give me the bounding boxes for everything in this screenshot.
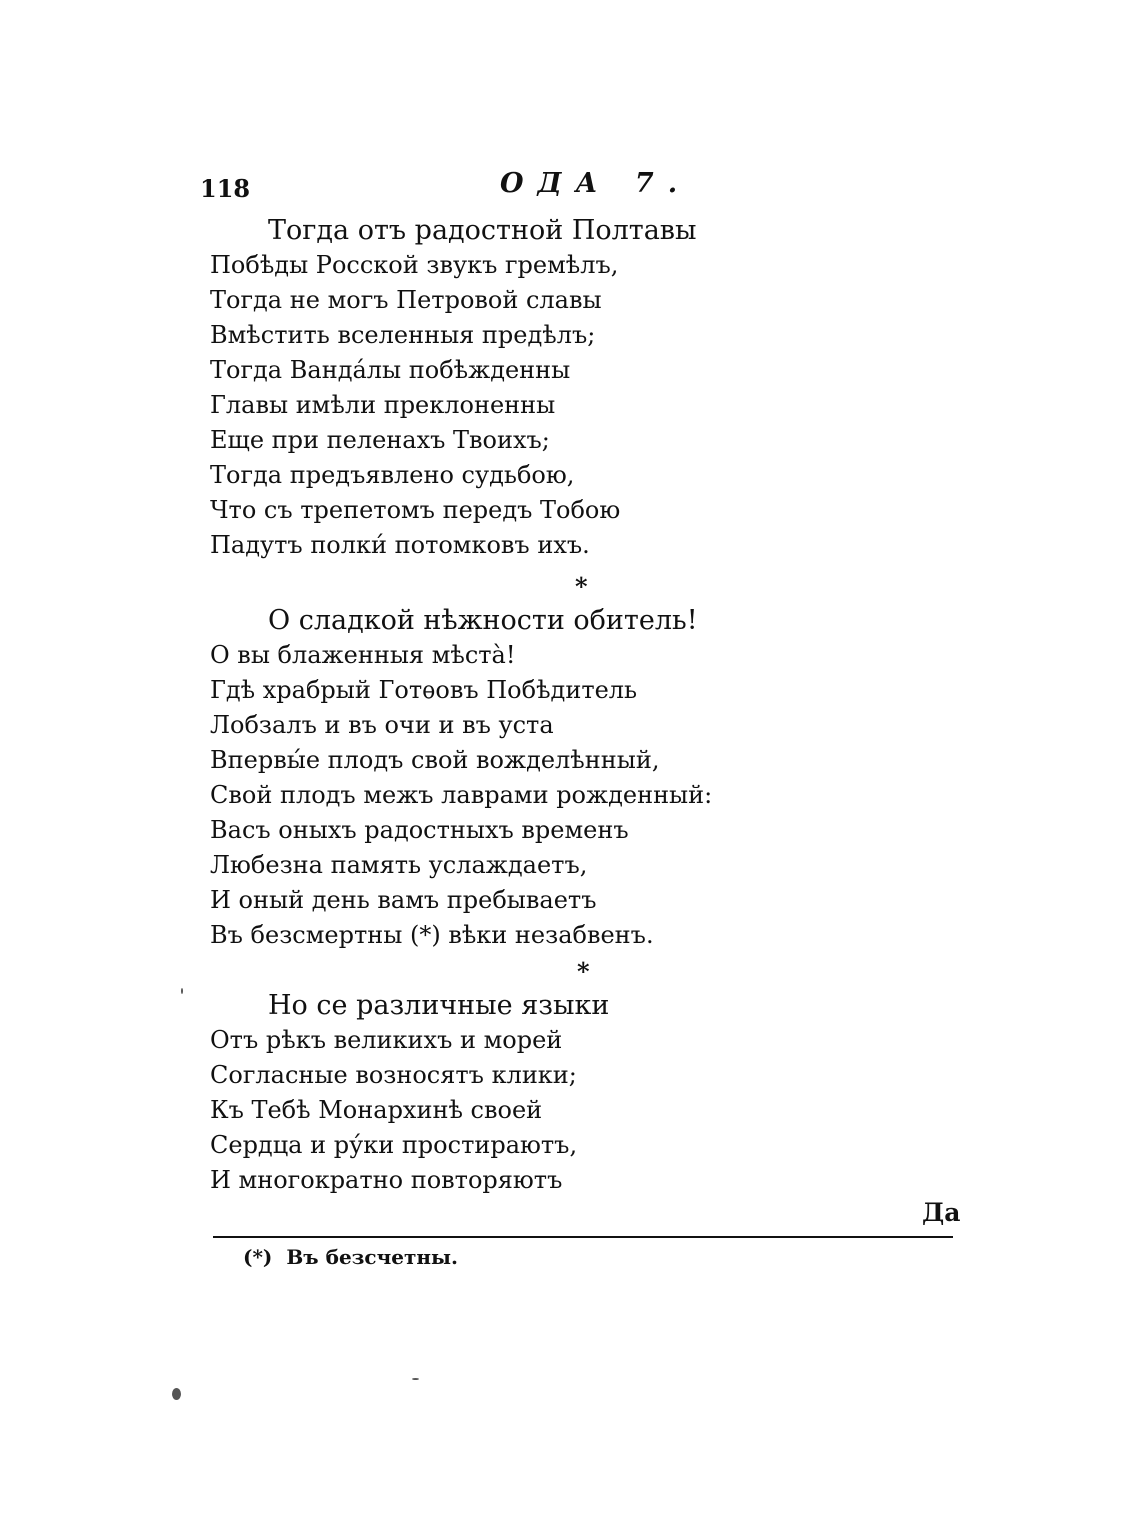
verse-line: Впервы́е плодъ свой вожделѣнный, [210,746,660,774]
stanza-1 [210,213,697,563]
verse-line: Тогда предъявлено судьбою, [210,461,575,489]
verse-line: Въ безсмертны (*) вѣки незабвенъ. [210,921,654,949]
verse-line: Сердца и ру́ки простираютъ, [210,1131,578,1159]
verse-line: И многократно повторяютъ [210,1166,563,1194]
footnote-text: Въ безсчетны. [286,1245,459,1269]
verse-line: О сладкой нѣжности обитель! [268,605,698,636]
verse-line: Вмѣстить вселенныя предѣлъ; [210,321,596,349]
catchword: Да [922,1198,961,1227]
verse-line: О вы блаженныя мѣстà! [210,641,516,669]
page-number: 118 [200,174,251,203]
verse-line: Отъ рѣкъ великихъ и морей [210,1026,563,1054]
verse-line: Главы имѣли преклоненны [210,391,556,419]
verse-line: Тогда не могъ Петровой славы [210,286,602,314]
footnote-mark: (*) [243,1245,273,1269]
verse-line: Къ Тебѣ Монархинѣ своей [210,1096,543,1124]
stanza-separator: * [575,572,588,601]
verse-line: Еще при пеленахъ Твоихъ; [210,426,550,454]
verse-line: Свой плодъ межъ лаврами рожденный: [210,781,713,809]
verse-line: Тогда отъ радостной Полтавы [268,215,697,246]
footnote [243,1245,458,1269]
verse-line: И оный день вамъ пребываетъ [210,886,597,914]
verse-line: Согласные возносятъ клики; [210,1061,577,1089]
stanza-separator: * [577,957,590,986]
verse-line: Побѣды Росской звукъ гремѣлъ, [210,251,619,279]
verse-line: Тогда Вандáлы побѣжденны [210,356,571,384]
scan-speck [412,1378,419,1380]
verse-line: Любезна память услаждаетъ, [210,851,588,879]
verse-line: Что съ трепетомъ передъ Тобою [210,496,621,524]
verse-line: Падутъ полки́ потомковъ ихъ. [210,531,590,559]
verse-line: Но се различные языки [268,990,610,1021]
stanza-3 [210,988,609,1198]
scan-speck [181,988,183,994]
verse-line: Васъ оныхъ радостныхъ временъ [210,816,629,844]
verse-line: Гдѣ храбрый Готѳовъ Побѣдитель [210,676,638,704]
footnote-rule [213,1236,953,1238]
scan-speck [172,1388,181,1400]
stanza-2 [210,603,712,953]
verse-line: Лобзалъ и въ очи и въ уста [210,711,554,739]
running-head: ОДА 7. [500,168,692,199]
